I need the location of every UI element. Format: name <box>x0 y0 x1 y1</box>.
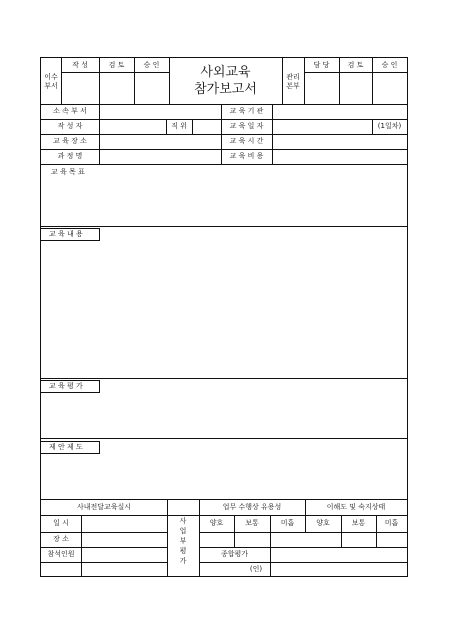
grade-normal-2: 보통 <box>351 519 366 527</box>
date-label: 교 육 일 자 <box>229 122 264 130</box>
grid-line <box>272 104 273 164</box>
usefulness-label: 업무 수행상 유용성 <box>222 503 282 511</box>
grade-poor-2: 미흡 <box>384 519 399 527</box>
grade-good-2: 양호 <box>316 519 330 527</box>
goal-label: 교 육 목 표 <box>51 168 85 176</box>
form-title-line1: 사외교육 <box>200 65 251 80</box>
grid-line <box>41 164 407 165</box>
grid-line <box>199 547 407 548</box>
grid-line <box>41 226 407 227</box>
grade-poor-1: 미흡 <box>280 519 295 527</box>
grid-line <box>41 499 407 500</box>
grid-line <box>81 515 82 576</box>
left-role-writer: 작 성 <box>72 61 88 69</box>
grid-line <box>304 72 407 73</box>
dept-label: 소 속 부 서 <box>53 107 87 115</box>
content-label: 교 육 내 용 <box>40 228 100 241</box>
right-role-manager: 담 당 <box>313 61 330 69</box>
org-label: 교 육 기 관 <box>229 107 264 115</box>
rule <box>41 104 407 105</box>
right-role-review: 검 토 <box>347 61 364 69</box>
grid-line <box>41 547 167 548</box>
left-role-review: 검 토 <box>108 61 125 69</box>
proposal-label: 제 안 제 도 <box>40 441 100 454</box>
grid-line <box>199 562 407 563</box>
seal-mark: (인) <box>249 565 263 573</box>
grid-line <box>41 378 407 379</box>
grid-line <box>41 438 407 439</box>
grade-normal-1: 보통 <box>245 519 259 527</box>
grid-line <box>41 149 407 150</box>
grid-line <box>99 104 100 164</box>
right-dept-label: 관리 본부 <box>286 73 300 90</box>
grid-line <box>41 119 407 120</box>
bottom-date-label: 일 시 <box>53 519 69 527</box>
grid-line <box>41 532 167 533</box>
bottom-place-label: 장 소 <box>53 535 69 543</box>
left-role-approve: 승 인 <box>143 61 160 69</box>
grid-line <box>61 72 169 73</box>
grade-good-1: 양호 <box>209 519 224 527</box>
overall-label: 종합평가 <box>220 550 249 558</box>
right-role-approve: 승 인 <box>381 61 398 69</box>
grid-line <box>41 134 407 135</box>
position-label: 직 위 <box>171 122 187 130</box>
grid-line <box>192 119 193 134</box>
writer-label: 작 성 자 <box>57 122 83 130</box>
grid-line <box>41 562 167 563</box>
division-eval-label: 사 업 부 평 가 <box>179 517 187 565</box>
internal-training-label: 사내전달교육실시 <box>76 503 132 511</box>
grid-line <box>41 515 407 516</box>
place-label: 교 육 장 소 <box>53 137 87 145</box>
comprehension-label: 이해도 및 숙지상태 <box>326 503 386 511</box>
left-dept-label: 이수 부서 <box>44 73 58 90</box>
form-title-line2: 참가보고서 <box>194 82 257 97</box>
course-label: 과 정 명 <box>57 152 83 160</box>
time-label: 교 육 시 간 <box>229 137 264 145</box>
cost-label: 교 육 비 용 <box>229 152 264 160</box>
duration-note: (1일차) <box>377 122 402 130</box>
report-form <box>40 57 408 577</box>
evaluation-label: 교 육 평 가 <box>40 380 100 393</box>
attendees-label: 참석인원 <box>47 550 75 558</box>
